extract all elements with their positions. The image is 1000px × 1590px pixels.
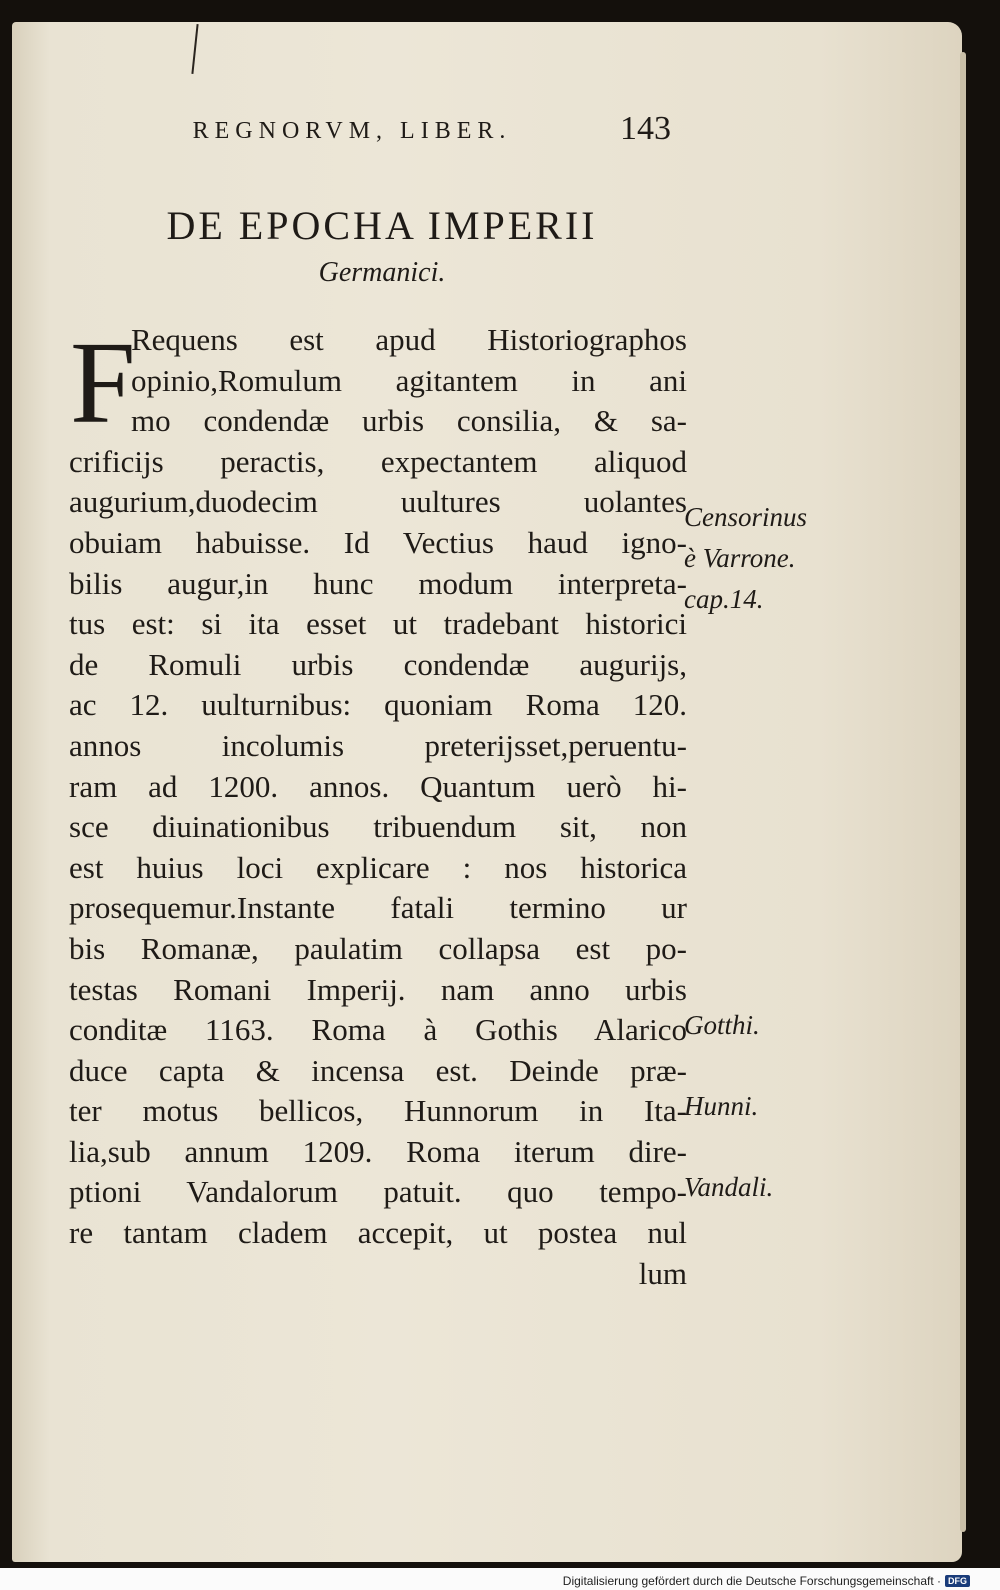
text-line: obuiam habuisse. Id Vectius haud igno- xyxy=(69,524,687,560)
text-line: ram ad 1200. annos. Quantum uerò hi- xyxy=(69,768,687,804)
text-line: Requens est apud Historiographos xyxy=(131,322,687,357)
text-line: duce capta & incensa est. Deinde præ- xyxy=(69,1052,687,1088)
text-line: lia,sub annum 1209. Roma iterum dire- xyxy=(69,1133,687,1169)
text-line: sce diuinationibus tribuendum sit, non xyxy=(69,809,687,845)
catchword: lum xyxy=(638,1255,687,1291)
text-line: tus est: si ita esset ut tradebant historici xyxy=(69,606,687,642)
chapter-heading: DE EPOCHA IMPERII xyxy=(166,203,598,248)
margin-note: Gotthi. xyxy=(684,1010,760,1040)
body-text xyxy=(69,317,687,1294)
drop-cap: F xyxy=(70,317,136,448)
text-line: ptioni Vandalorum patuit. quo tempo- xyxy=(69,1174,687,1210)
text-line: conditæ 1163. Roma à Gothis Alarico xyxy=(69,1012,687,1048)
text-line: bilis augur,in hunc modum interpreta- xyxy=(69,565,687,601)
text-line: prosequemur.Instante fatali termino ur xyxy=(69,890,687,926)
text-line: annos incolumis preterijsset,peruentu- xyxy=(69,727,687,763)
running-head: REGNORVM, LIBER. xyxy=(192,118,512,144)
margin-note: Hunni. xyxy=(684,1091,759,1121)
margin-note: è Varrone. xyxy=(684,543,796,573)
text-line: ac 12. uulturnibus: quoniam Roma 120. xyxy=(69,687,687,723)
text-line: bis Romanæ, paulatim collapsa est po- xyxy=(69,930,687,966)
credit-text: Digitalisierung gefördert durch die Deutsche Forschungsgemeinschaft · xyxy=(562,1574,941,1588)
digitization-credit xyxy=(563,1574,970,1588)
page-number: 143 xyxy=(620,110,671,147)
text-line: crificijs peractis, expectantem aliquod xyxy=(69,443,687,479)
text-line: ter motus bellicos, Hunnorum in Ita- xyxy=(69,1093,687,1129)
text-line: de Romuli urbis condendæ augurijs, xyxy=(69,646,687,682)
text-line: testas Romani Imperij. nam anno urbis xyxy=(69,971,687,1007)
dfg-logo: DFG xyxy=(945,1575,970,1587)
chapter-subheading: Germanici. xyxy=(318,257,446,288)
book-page xyxy=(12,22,962,1562)
text-line: augurium,duodecim uultures uolantes xyxy=(69,484,687,520)
text-line: re tantam cladem accepit, ut postea nul xyxy=(69,1215,687,1251)
margin-note: cap.14. xyxy=(684,584,764,614)
ink-mark xyxy=(191,24,198,74)
margin-note: Censorinus xyxy=(684,502,808,532)
text-line: mo condendæ urbis consilia, & sa- xyxy=(131,403,687,439)
text-line: opinio,Romulum agitantem in ani xyxy=(131,362,687,398)
margin-note: Vandali. xyxy=(684,1172,774,1202)
text-line: est huius loci explicare : nos historica xyxy=(69,849,687,885)
